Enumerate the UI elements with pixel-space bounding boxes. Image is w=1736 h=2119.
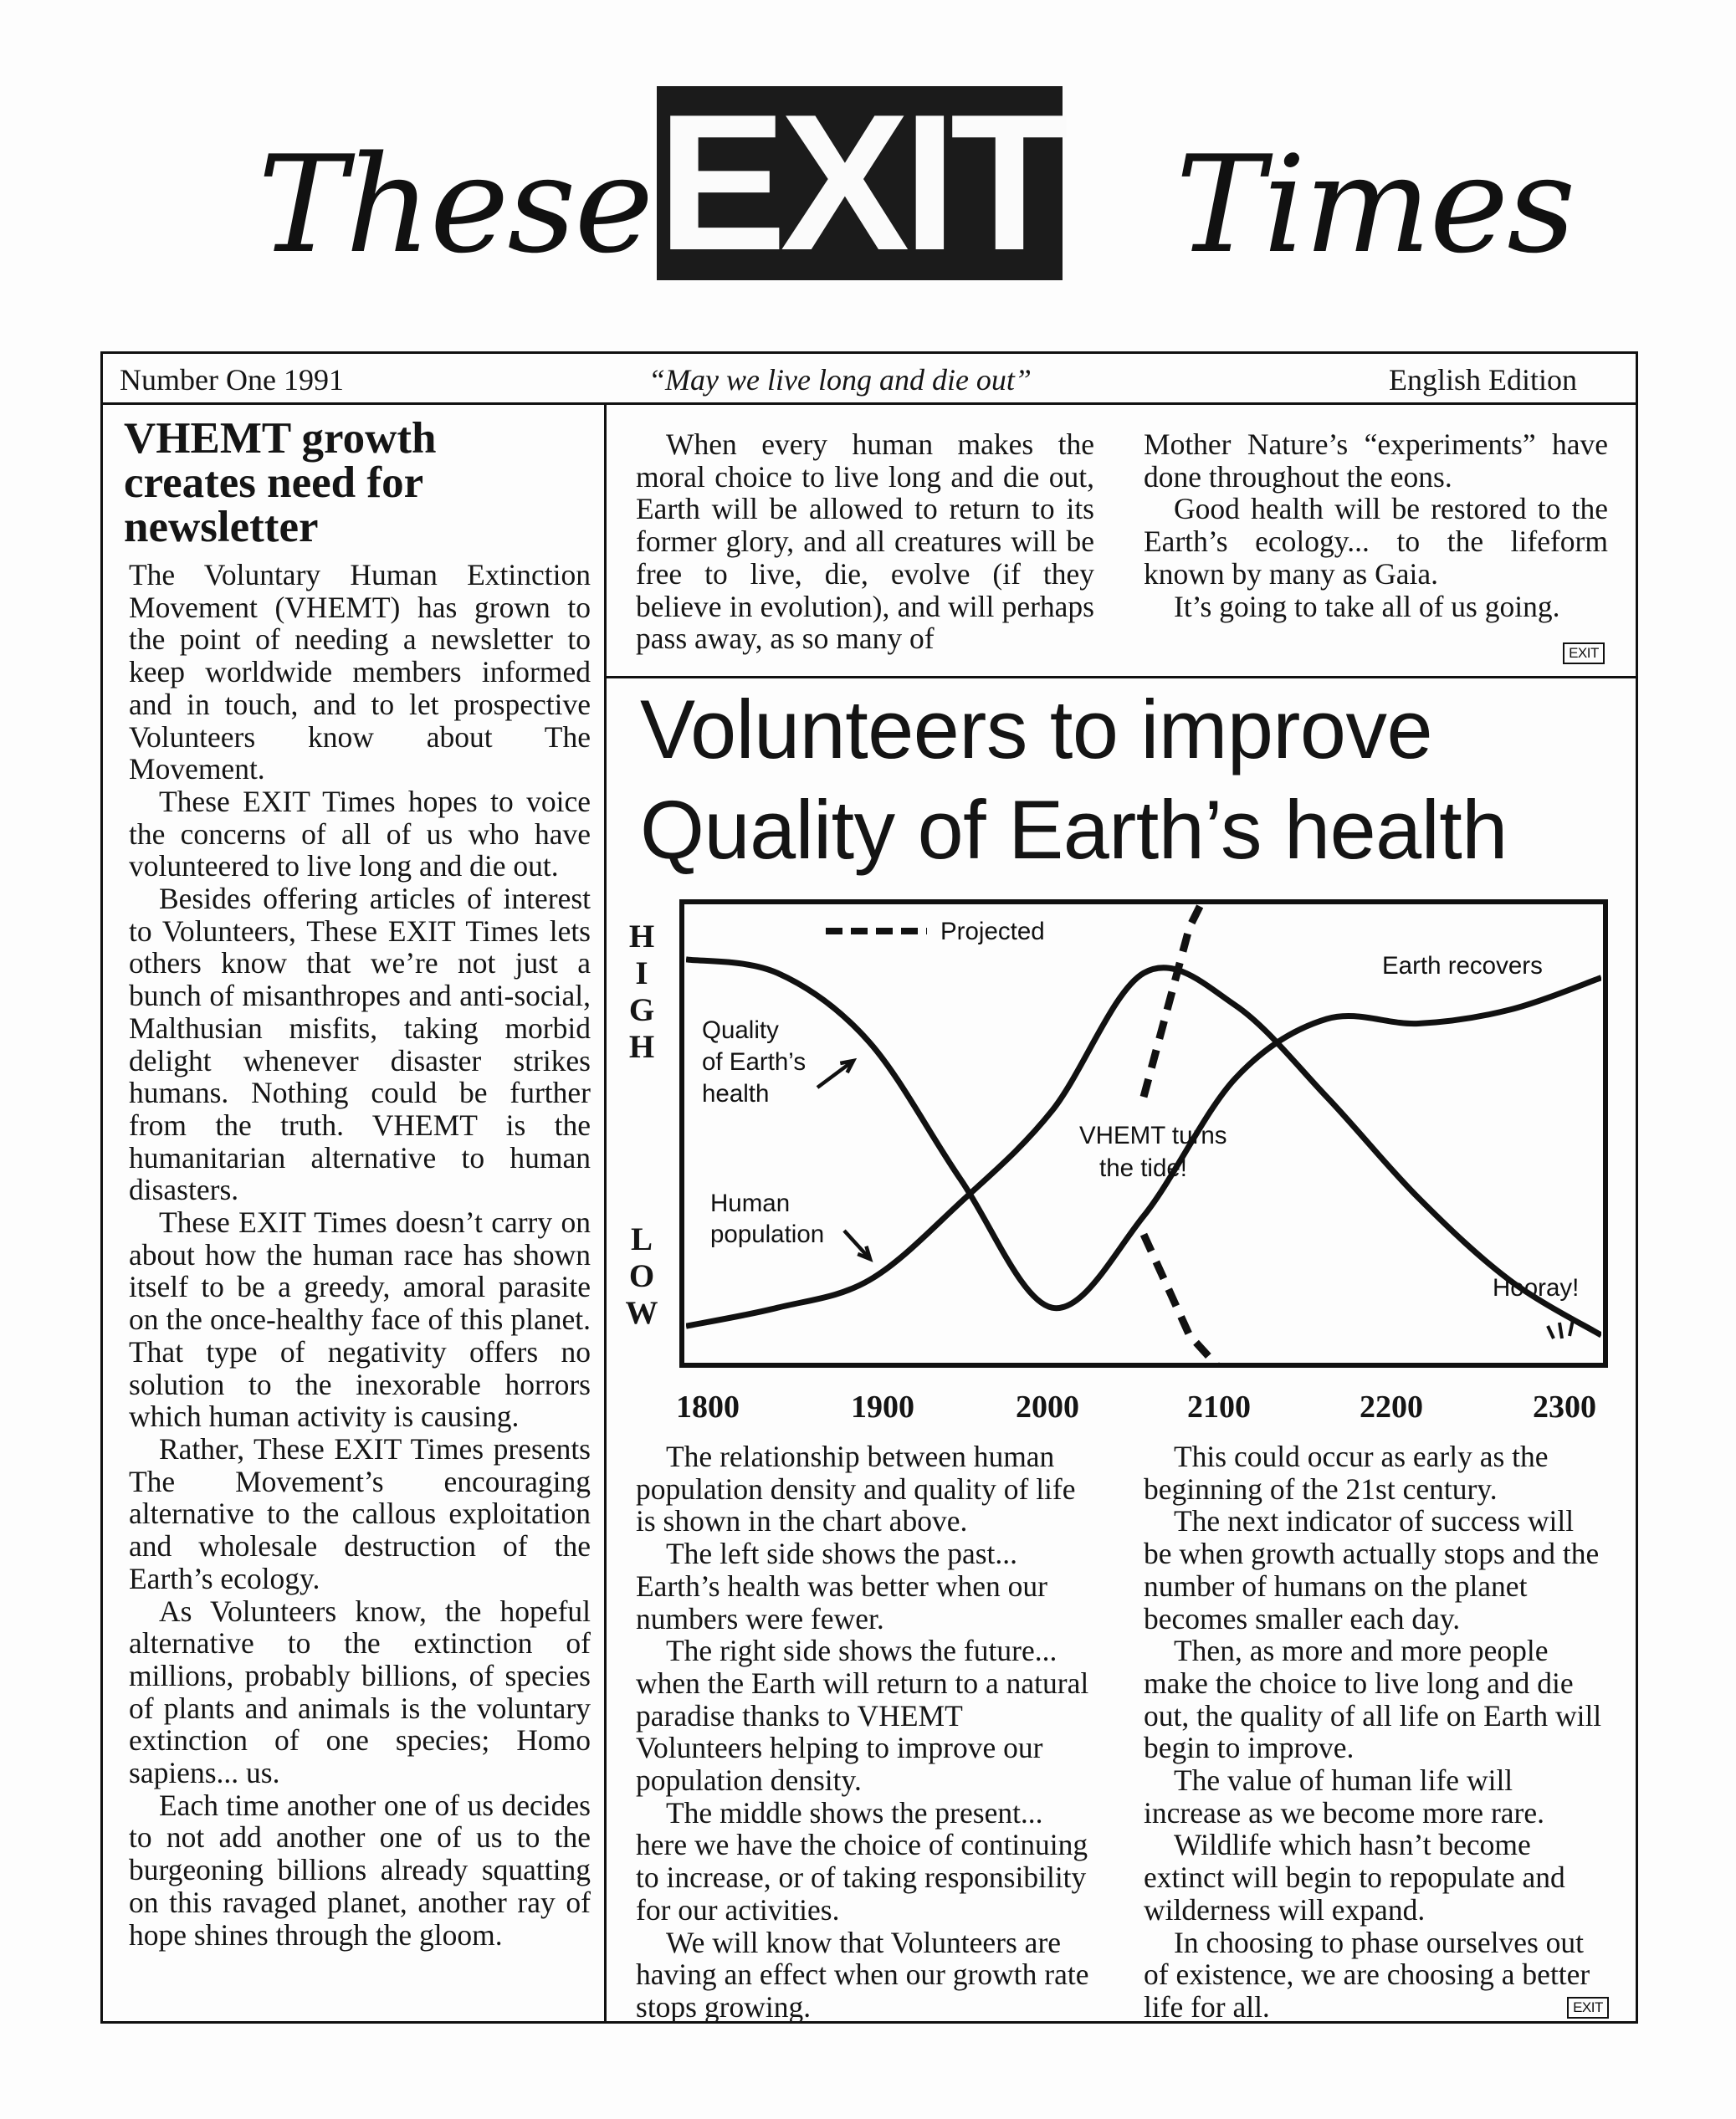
headline-line: VHEMT growth xyxy=(124,414,437,463)
y-axis-letter: G xyxy=(628,992,655,1028)
series-projected-line xyxy=(1144,1235,1235,1368)
article-paragraph: Each time another one of us decides to not add another one of us to the burgeoning billions already squatting on this ravaged planet, another ray of hope shines through the gloom. xyxy=(129,1788,591,1952)
y-axis-letter: L xyxy=(630,1221,653,1257)
headline-line: creates need for xyxy=(124,458,424,507)
hooray-tick xyxy=(1548,1326,1554,1338)
article-paragraph: The left side shows the past... Earth’s health was better when our numbers were fewer. xyxy=(636,1537,1047,1635)
population-label: Human xyxy=(710,1190,791,1217)
legend-projected-label: Projected xyxy=(940,918,1045,945)
article-paragraph: The right side shows the future... when the Earth will return to a natural paradise thanks to VHEMT Volunteers helping to improve our population density. xyxy=(636,1634,1089,1798)
masthead-these: These xyxy=(258,126,653,283)
article-paragraph: Then, as more and more people make the choice to live long and die out, the quality of all life on Earth will begin to improve. xyxy=(1144,1634,1602,1765)
hooray-tick xyxy=(1570,1320,1573,1336)
population-health-chart xyxy=(679,899,1608,1368)
quality-arrow xyxy=(817,1061,853,1088)
chart-article-col-b xyxy=(1144,1441,1608,2024)
article-paragraph: Mother Nature’s “experiments” have done throughout the eons. xyxy=(1144,427,1608,494)
population-arrow xyxy=(844,1231,870,1259)
x-tick-label: 2100 xyxy=(1187,1390,1251,1425)
label-layer xyxy=(702,918,1579,1338)
vhemt-turns-label: the tide! xyxy=(1099,1154,1187,1182)
x-tick-label: 2300 xyxy=(1533,1390,1596,1425)
series-population-line xyxy=(686,968,1601,1335)
y-axis-letter: W xyxy=(625,1295,658,1331)
article-paragraph: These EXIT Times doesn’t carry on about how the human race has shown itself to be a greedy, amoral parasite on the once-healthy face of this planet. That type of negativity offers no solution to the inexorable horrors which human activity is causing. xyxy=(129,1205,591,1434)
left-headline xyxy=(124,414,500,551)
x-tick-label: 2000 xyxy=(1016,1390,1079,1425)
earth-recovers-label: Earth recovers xyxy=(1382,952,1543,980)
info-bar-rule xyxy=(100,402,1638,405)
y-axis-letter: H xyxy=(628,919,655,955)
y-axis-low-letters xyxy=(625,1221,658,1332)
x-tick-label: 2200 xyxy=(1360,1390,1423,1425)
chart-article-col-a xyxy=(636,1441,1093,2024)
vhemt-turns-label: VHEMT turns xyxy=(1079,1122,1227,1149)
population-label: population xyxy=(710,1221,825,1248)
hooray-tick xyxy=(1559,1323,1562,1338)
article-paragraph: It’s going to take all of us going. xyxy=(1174,589,1560,623)
article-paragraph: When every human makes the moral choice to live long and die out, Earth will be allowed to return to its former glory, and all creatures will be free to live, die, evolve (if they believe in evolution), and will perhaps pass away, as so many of xyxy=(636,427,1094,656)
top-article-col-a xyxy=(636,428,1094,655)
hooray-label: Hooray! xyxy=(1493,1274,1580,1302)
article-paragraph: This could occur as early as the beginning of the 21st century. xyxy=(1144,1440,1549,1506)
motto: “May we live long and die out” xyxy=(648,363,1032,397)
exit-end-mark: EXIT xyxy=(1567,1997,1609,2019)
edition: English Edition xyxy=(1389,363,1577,397)
article-paragraph: In choosing to phase ourselves out of existence, we are choosing a better life for all. xyxy=(1144,1925,1590,2024)
y-axis-letter: I xyxy=(635,955,648,991)
chart-box-rule xyxy=(604,676,1638,678)
article-paragraph: The value of human life will increase as we become more rare. xyxy=(1144,1763,1544,1830)
quality-label: Quality xyxy=(702,1016,779,1044)
article-paragraph: The relationship between human population density and quality of life is shown in the chart above. xyxy=(636,1440,1076,1538)
quality-label: health xyxy=(702,1080,770,1108)
column-rule-left xyxy=(604,402,607,2024)
article-paragraph: Good health will be restored to the Earth’s ecology... to the lifeform known by many as Gaia. xyxy=(1144,492,1608,591)
quality-label: of Earth’s xyxy=(702,1048,807,1076)
article-paragraph: As Volunteers know, the hopeful alternative to the extinction of millions, probably billions, of species of plants and animals is the voluntary extinction of one species; Homo sapiens... us. xyxy=(129,1594,591,1790)
y-axis-letter: O xyxy=(628,1258,655,1294)
masthead-times: Times xyxy=(1175,126,1575,283)
y-axis-high-label xyxy=(625,919,658,1066)
chart-article-title xyxy=(640,679,1627,880)
y-axis-high-letters xyxy=(625,919,658,1066)
exit-end-mark: EXIT xyxy=(1563,642,1605,664)
x-tick-label: 1800 xyxy=(676,1390,740,1425)
masthead-exit-logo: EXIT xyxy=(657,74,1063,291)
article-paragraph: The Voluntary Human Extinction Movement (VHEMT) has grown to the point of needing a newsletter to keep worldwide members informed and in touch, and to let prospective Volunteers know about The Movement. xyxy=(129,558,591,786)
title-line: Quality of Earth’s health xyxy=(640,783,1508,876)
article-paragraph: These EXIT Times hopes to voice the concerns of all of us who have volunteered to live long and die out. xyxy=(129,784,591,883)
issue-number: Number One 1991 xyxy=(120,363,344,397)
y-axis-letter: H xyxy=(628,1029,655,1065)
article-paragraph: Wildlife which hasn’t become extinct will begin to repopulate and wilderness will expand. xyxy=(1144,1828,1565,1927)
top-article-col-b xyxy=(1144,428,1608,622)
article-paragraph: We will know that Volunteers are having an effect when our growth rate stops growing. xyxy=(636,1925,1089,2024)
left-article-body xyxy=(129,559,591,1951)
y-axis-low-label xyxy=(625,1221,658,1332)
title-line: Volunteers to improve xyxy=(640,683,1433,775)
article-paragraph: Rather, These EXIT Times presents The Movement’s encouraging alternative to the callous exploitation and wholesale destruction of the Earth’s ecology. xyxy=(129,1431,591,1595)
headline-line: newsletter xyxy=(124,503,319,551)
x-tick-label: 1900 xyxy=(851,1390,914,1425)
article-paragraph: The middle shows the present... here we have the choice of continuing to increase, or of taking responsibility for our activities. xyxy=(636,1795,1088,1927)
article-paragraph: Besides offering articles of interest to Volunteers, These EXIT Times lets others know that we’re not just a bunch of misanthropes and anti-social, Malthusian misfits, taking morbid delight whenever disaster strikes humans. Nothing could be further from the truth. VHEMT is the humanitarian alternative to human disasters. xyxy=(129,882,591,1207)
article-paragraph: The next indicator of success will be when growth actually stops and the number of humans on the planet becomes smaller each day. xyxy=(1144,1504,1600,1635)
